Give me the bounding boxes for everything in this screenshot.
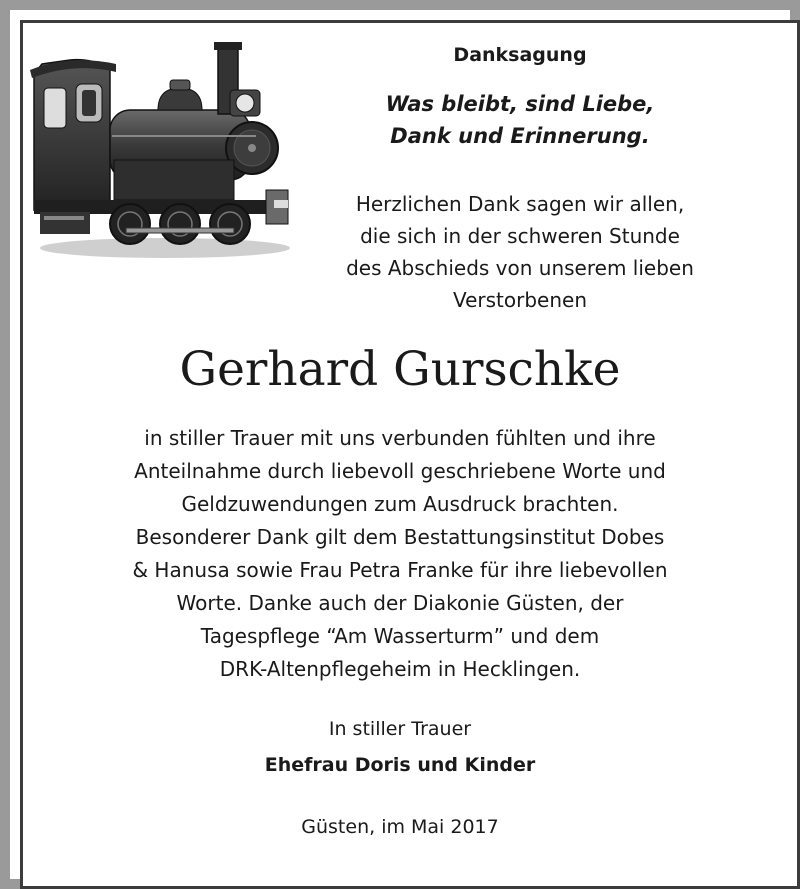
signature-intro: In stiller Trauer	[328, 718, 472, 740]
thanks-body	[20, 422, 780, 686]
intro-line: Verstorbenen	[452, 288, 588, 312]
place-date: Güsten, im Mai 2017	[301, 816, 499, 838]
signature-names: Ehefrau Doris und Kinder	[264, 754, 536, 776]
body-line: & Hanusa sowie Frau Petra Franke für ihre liebevollen	[132, 558, 668, 582]
motto	[300, 88, 740, 152]
body-line: Besonderer Dank gilt dem Bestattungsinstitut Dobes	[135, 525, 665, 549]
body-line: Geldzuwendungen zum Ausdruck brachten.	[181, 492, 619, 516]
deceased-name: Gerhard Gurschke	[179, 342, 621, 397]
steam-locomotive-icon	[30, 40, 290, 265]
motto-line: Was bleibt, sind Liebe,	[385, 92, 655, 116]
intro-line: des Abschieds von unserem lieben	[346, 256, 694, 280]
body-line: Tagespflege “Am Wasserturm” und dem	[200, 624, 600, 648]
motto-line: Dank und Erinnerung.	[390, 124, 650, 148]
body-line: DRK-Altenpflegeheim in Hecklingen.	[219, 657, 581, 681]
intro-line: Herzlichen Dank sagen wir allen,	[355, 192, 685, 216]
body-line: in stiller Trauer mit uns verbunden fühlten und ihre	[144, 426, 656, 450]
body-line: Anteilnahme durch liebevoll geschriebene Worte und	[134, 459, 666, 483]
notice-heading: Danksagung	[453, 44, 587, 66]
body-line: Worte. Danke auch der Diakonie Güsten, der	[176, 591, 624, 615]
intro-line: die sich in der schweren Stunde	[360, 224, 680, 248]
intro-text	[300, 188, 740, 316]
